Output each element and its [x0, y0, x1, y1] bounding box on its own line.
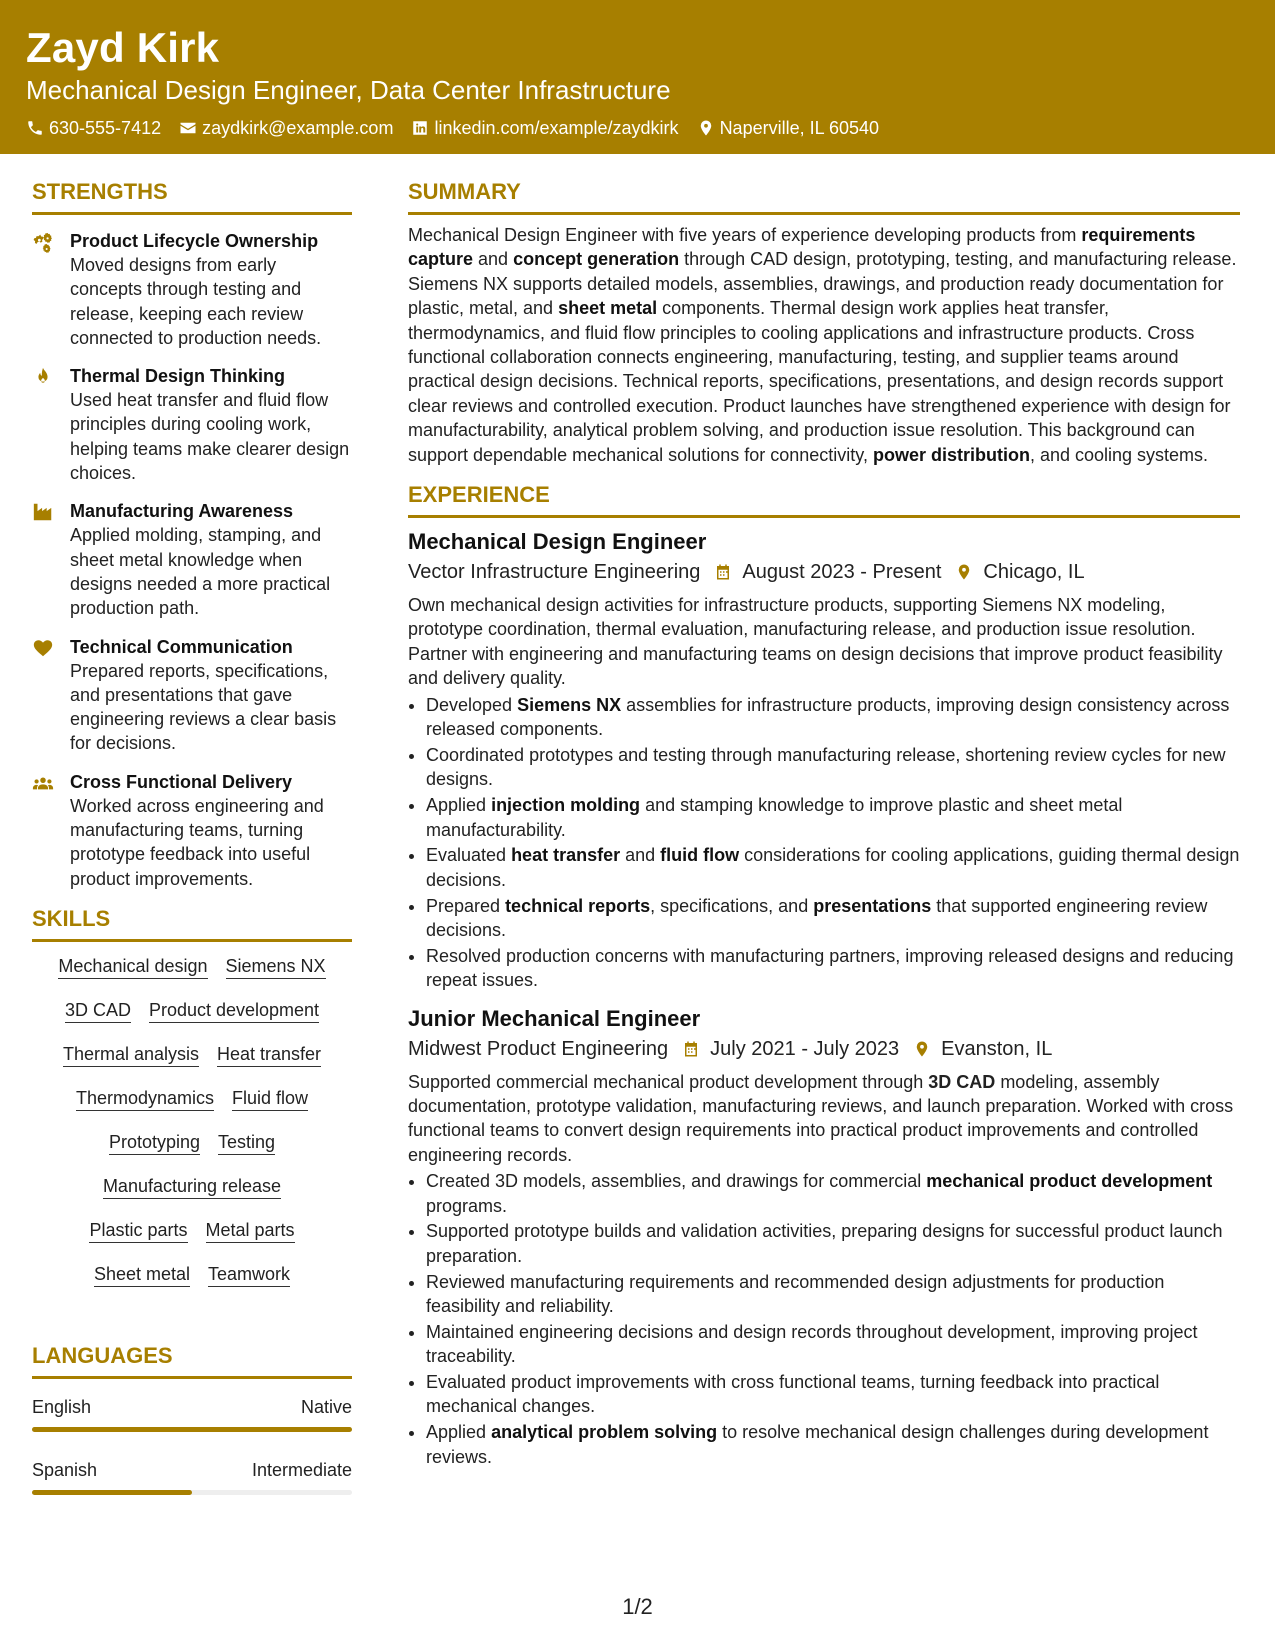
candidate-role: Mechanical Design Engineer, Data Center Infrastructure: [26, 75, 671, 105]
summary-section: [408, 178, 1240, 467]
skill-tag: Plastic parts: [89, 1218, 187, 1243]
job-bullet: • Reviewed manufacturing requirements and recommended design adjustments for production feasibility and reliability.: [426, 1270, 1240, 1319]
linkedin-icon: [411, 119, 429, 137]
skill-tag: 3D CAD: [65, 998, 131, 1023]
skill-tag: Metal parts: [206, 1218, 295, 1243]
job-bullet: • Evaluated product improvements with cross functional teams, turning feedback into practical mechanical changes.: [426, 1370, 1240, 1419]
job-company: Midwest Product Engineering: [408, 1037, 669, 1060]
flame-icon: [32, 366, 54, 388]
phone-text: 630-555-7412: [49, 118, 162, 138]
skill-tag: Siemens NX: [226, 954, 326, 979]
email-text: zaydkirk@example.com: [202, 118, 394, 138]
envelope-icon: [179, 119, 197, 137]
languages-section: [32, 1342, 352, 1495]
strength-title: Manufacturing Awareness: [70, 501, 294, 522]
strength-desc: Prepared reports, specifications, and presentations that gave engineering reviews a clear basis for decisions.: [70, 660, 337, 754]
job-bullet: • Coordinated prototypes and testing through manufacturing release, shortening review cycles for new designs.: [426, 743, 1240, 792]
bold-keyword: requirements capture: [408, 225, 1196, 270]
strengths-heading: STRENGTHS: [32, 178, 352, 215]
linkedin-text: linkedin.com/example/zaydkirk: [434, 118, 679, 138]
job-entry: [408, 528, 1240, 992]
language-item: [32, 1395, 352, 1432]
contact-phone[interactable]: [26, 116, 161, 140]
job-description: Supported commercial mechanical product development through 3D CAD modeling, assembly documentation, prototype validation, manufacturing reviews, and launch preparation. Worked with cross functional teams to convert design requirements into practical product improvements and controlled engineering records.: [408, 1071, 1234, 1165]
job-dates-wrap: [714, 559, 941, 585]
job-entry: [408, 1005, 1240, 1469]
job-dates: August 2023 - Present: [742, 561, 942, 584]
location-text: Naperville, IL 60540: [719, 118, 879, 138]
bold-keyword: analytical problem solving: [491, 1422, 718, 1443]
gears-icon: [32, 231, 54, 253]
skill-tag: Product development: [149, 998, 319, 1023]
users-icon: [32, 772, 54, 794]
contact-email[interactable]: [179, 116, 393, 140]
bold-keyword: technical reports: [505, 895, 651, 916]
strength-item: [32, 770, 352, 891]
job-bullet: • Applied analytical problem solving to resolve mechanical design challenges during development reviews.: [426, 1420, 1240, 1469]
strength-item: [32, 364, 352, 485]
factory-icon: [32, 501, 54, 523]
job-bullet: • Applied injection molding and stamping knowledge to improve plastic and sheet metal manufacturability.: [426, 793, 1240, 842]
job-dates-wrap: [682, 1036, 899, 1062]
job-dates: July 2021 - July 2023: [710, 1037, 900, 1060]
strength-desc: Applied molding, stamping, and sheet metal knowledge when designs needed a more practical production path.: [70, 525, 331, 619]
language-level: Intermediate: [251, 1459, 352, 1480]
candidate-name: Zayd Kirk: [26, 24, 220, 71]
skills-list: [32, 954, 352, 1306]
skill-tag: Manufacturing release: [103, 1174, 281, 1199]
language-item: [32, 1458, 352, 1495]
contact-bar: [26, 116, 1275, 140]
strength-item: [32, 635, 352, 756]
map-pin-icon: [697, 119, 715, 137]
language-name: English: [32, 1396, 92, 1417]
language-bar-fill: [32, 1490, 192, 1495]
job-description: Own mechanical design activities for infrastructure products, supporting Siemens NX modeling, prototype coordination, thermal evaluation, manufacturing release, and production issue resolution. Partner with engineering and manufacturing teams on design decisions that improve product feasibility and delivery quality.: [408, 595, 1223, 689]
experience-section: [408, 481, 1240, 1469]
strength-title: Thermal Design Thinking: [70, 366, 286, 387]
map-pin-icon: [913, 1039, 931, 1059]
skill-tag: Teamwork: [208, 1262, 290, 1287]
summary-text: Mechanical Design Engineer with five years of experience developing products from requirements capture and concept generation through CAD design, prototyping, testing, and manufacturing release. Siemens NX supports detailed models, assemblies, drawings, and production ready documentation for plastic, metal, and sheet metal components. Thermal design work applies heat transfer, thermodynamics, and fluid flow principles to cooling applications and infrastructure products. Cross functional collaboration connects engineering, manufacturing, testing, and supplier teams around practical design decisions. Technical reports, specifications, presentations, and design records support clear reviews and controlled execution. Product launches have strengthened experience with design for manufacturability, analytical problem solving, and production issue resolution. This background can support dependable mechanical solutions for connectivity, power distribution, and cooling systems.: [408, 225, 1237, 465]
calendar-icon: [682, 1039, 700, 1059]
bold-keyword: heat transfer: [511, 845, 621, 866]
skill-tag: Thermal analysis: [63, 1042, 199, 1067]
strength-desc: Used heat transfer and fluid flow principles during cooling work, helping teams make clearer design choices.: [70, 390, 350, 484]
language-level: Native: [300, 1396, 352, 1417]
job-title: Mechanical Design Engineer: [408, 529, 707, 555]
phone-icon: [26, 119, 44, 137]
job-bullets: [408, 1169, 1240, 1469]
job-bullet: • Resolved production concerns with manufacturing partners, improving released designs and reducing repeat issues.: [426, 944, 1240, 993]
skills-heading: SKILLS: [32, 905, 352, 942]
job-bullet: • Prepared technical reports, specifications, and presentations that supported engineering review decisions.: [426, 894, 1240, 943]
page-number: 1/2: [622, 1594, 653, 1619]
strength-title: Technical Communication: [70, 636, 293, 657]
job-bullets: [408, 693, 1240, 993]
bold-keyword: fluid flow: [660, 845, 740, 866]
job-bullet: • Created 3D models, assemblies, and drawings for commercial mechanical product development programs.: [426, 1169, 1240, 1218]
job-company: Vector Infrastructure Engineering: [408, 561, 701, 584]
job-location-wrap: [913, 1036, 1052, 1062]
strength-item: [32, 499, 352, 620]
right-column: [408, 178, 1240, 1470]
skill-tag: Prototyping: [109, 1130, 200, 1155]
bold-keyword: presentations: [813, 895, 932, 916]
skill-tag: Sheet metal: [94, 1262, 190, 1287]
job-bullet: • Supported prototype builds and validation activities, preparing designs for successful product launch preparation.: [426, 1219, 1240, 1268]
strength-title: Product Lifecycle Ownership: [70, 231, 319, 251]
bold-keyword: 3D CAD: [928, 1071, 996, 1092]
skill-tag: Fluid flow: [232, 1086, 308, 1111]
strengths-section: [32, 178, 352, 891]
job-location: Chicago, IL: [983, 561, 1085, 584]
language-bar: [32, 1427, 352, 1432]
skill-tag: Testing: [218, 1130, 275, 1155]
heart-icon: [32, 637, 54, 659]
bold-keyword: mechanical product development: [926, 1171, 1213, 1192]
strength-item: [32, 229, 352, 350]
contact-location: [697, 116, 879, 140]
skills-section: [32, 905, 352, 1306]
job-bullet: • Developed Siemens NX assemblies for infrastructure products, improving design consistency across released components.: [426, 693, 1240, 742]
skill-tag: Heat transfer: [217, 1042, 321, 1067]
strength-desc: Moved designs from early concepts through testing and release, keeping each review connected to production needs.: [70, 255, 322, 348]
bold-keyword: concept generation: [513, 249, 680, 270]
contact-linkedin[interactable]: [411, 116, 678, 140]
bold-keyword: injection molding: [491, 795, 641, 816]
strengths-list: [32, 229, 352, 891]
map-pin-icon: [955, 562, 973, 582]
summary-heading: SUMMARY: [408, 178, 1240, 215]
experience-heading: EXPERIENCE: [408, 481, 1240, 518]
job-location: Evanston, IL: [941, 1037, 1053, 1060]
language-name: Spanish: [32, 1459, 98, 1480]
strength-desc: Worked across engineering and manufacturing teams, turning prototype feedback into useful product improvements.: [70, 795, 324, 889]
bold-keyword: power distribution: [872, 444, 1030, 465]
skill-tag: Mechanical design: [58, 954, 207, 979]
job-bullet: • Maintained engineering decisions and design records throughout development, improving project traceability.: [426, 1320, 1240, 1369]
job-bullet: • Evaluated heat transfer and fluid flow considerations for cooling applications, guiding thermal design decisions.: [426, 843, 1240, 892]
bold-keyword: sheet metal: [558, 298, 658, 319]
job-meta: [408, 559, 1240, 585]
resume-header: [0, 0, 1275, 154]
job-meta: [408, 1036, 1240, 1062]
job-title: Junior Mechanical Engineer: [408, 1005, 701, 1031]
skill-tag: Thermodynamics: [76, 1086, 214, 1111]
calendar-icon: [714, 562, 732, 582]
bold-keyword: Siemens NX: [517, 694, 622, 715]
job-location-wrap: [955, 559, 1084, 585]
strength-title: Cross Functional Delivery: [70, 771, 293, 792]
language-bar: [32, 1490, 352, 1495]
left-column: [32, 178, 352, 1495]
language-bar-fill: [32, 1427, 352, 1432]
languages-heading: LANGUAGES: [32, 1342, 352, 1379]
